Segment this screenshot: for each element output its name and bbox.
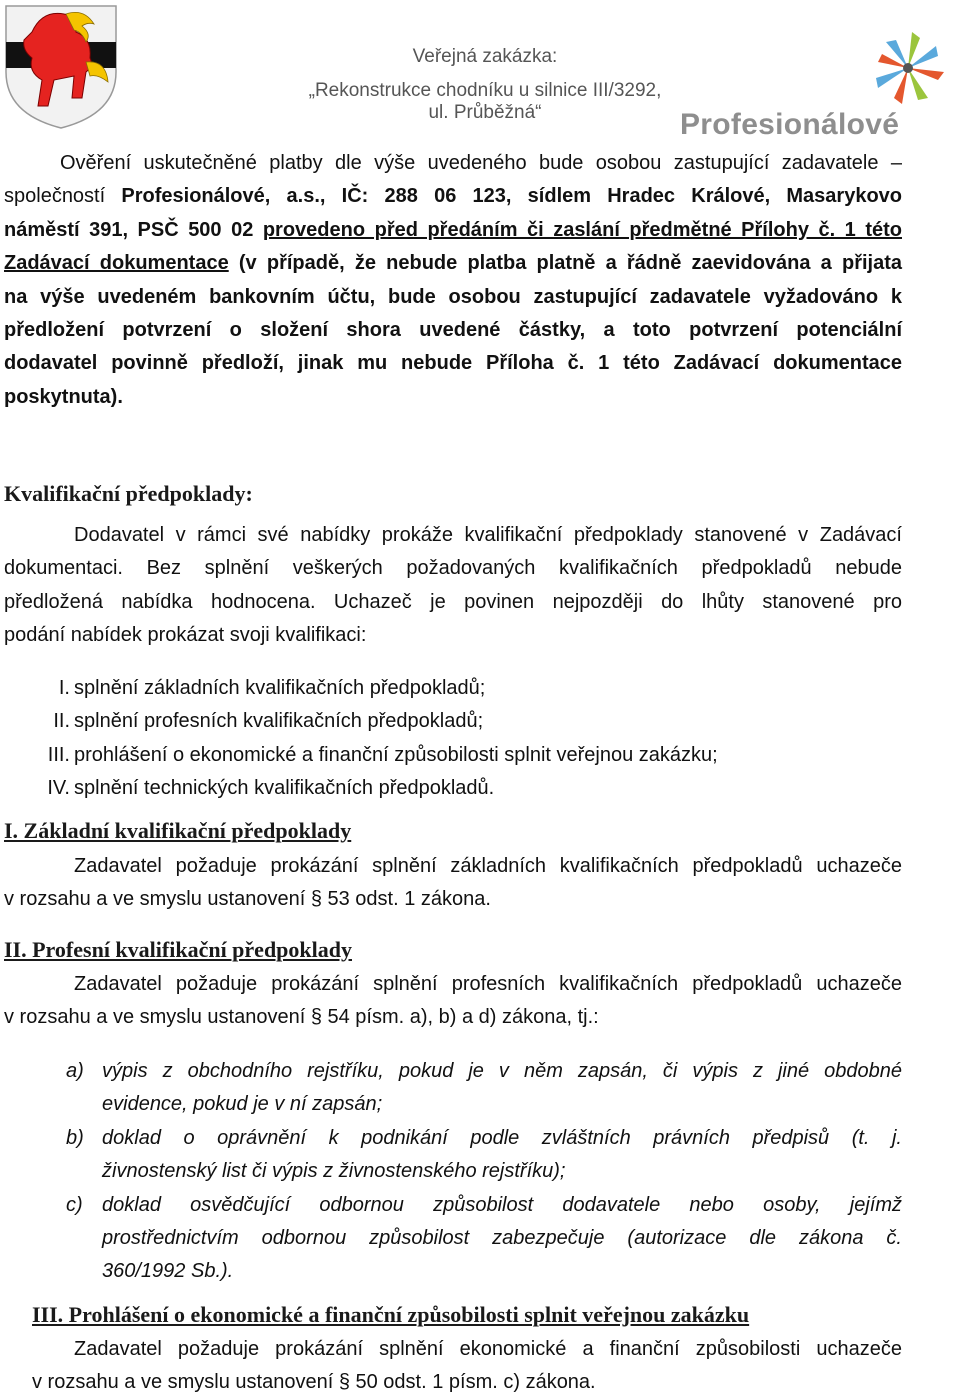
qualifications-paragraph [4,519,902,653]
section-economic-heading: III. Prohlášení o ekonomické a finanční způsobilosti splnit veřejnou zakázku [32,1302,750,1327]
list-item-text: splnění základních kvalifikačních předpokladů; [74,677,486,699]
qualifications-list [4,672,902,806]
section-economic-paragraph [32,1333,902,1400]
list-item [4,672,902,705]
list-item [4,739,902,772]
profesionalove-logo-text: Profesionálové [680,108,900,141]
list-item [66,1122,902,1189]
list-item-line: výpis z obchodního rejstříku, pokud je v něm zapsán, či výpis z jiné obdobné [102,1060,902,1082]
paragraph-line: Zadavatel požaduje prokázání splnění profesních kvalifikačních předpokladů uchazeče [74,973,902,995]
paragraph-line: podání nabídek prokázat svoji kvalifikaci: [4,624,367,647]
paragraph-line: Dodavatel v rámci své nabídky prokáže kvalifikační předpoklady stanovené v Zadávací [74,524,902,546]
list-item-line: doklad osvědčující odbornou způsobilost dodavatele nebo osoby, jejímž [102,1193,902,1216]
section-professional-paragraph [4,968,902,1035]
paragraph-line: v rozsahu a ve smyslu ustanovení § 50 odst. 1 písm. c) zákona. [32,1371,596,1394]
paragraph-line: v rozsahu a ve smyslu ustanovení § 53 odst. 1 zákona. [4,888,491,911]
list-item-number: III. [47,743,70,766]
list-item-line: evidence, pokud je v ní zapsán; [102,1093,383,1116]
paragraph-line: náměstí 391, PSČ 500 02 provedeno před předáním či zaslání předmětné Přílohy č. 1 této [4,218,902,241]
list-item-line: 360/1992 Sb.). [102,1260,234,1283]
qualifications-heading: Kvalifikační předpoklady: [4,481,253,506]
header-contract-label: Veřejná zakázka: [412,46,558,67]
section-professional-heading: II. Profesní kvalifikační předpoklady [4,937,352,962]
professional-requirements-list [66,1055,902,1289]
list-item-text: prohlášení o ekonomické a finanční způsobilosti splnit veřejnou zakázku; [74,743,718,766]
list-item-number: I. [58,677,70,699]
list-item-letter: c) [66,1193,83,1216]
paragraph-line: předložená nabídka hodnocena. Uchazeč je povinen nejpozději do lhůty stanovené pro [4,590,902,613]
list-item-letter: b) [66,1126,84,1149]
list-item [4,705,902,738]
list-item [66,1189,902,1289]
paragraph-line: předložení potvrzení o složení shora uvedené částky, a toto potvrzení potenciální [4,318,902,341]
city-crest-logo [2,2,120,130]
list-item-line: prostřednictvím odbornou způsobilost zabezpečuje (autorizace dle zákona č. [102,1227,902,1250]
section-basic-heading: I. Základní kvalifikační předpoklady [4,818,352,843]
list-item-line: živnostenský list či výpis z živnostenského rejstříku); [102,1160,566,1183]
list-item-line: doklad o oprávnění k podnikání podle zvláštních právních předpisů (t. j. [102,1126,902,1149]
paragraph-line: Ověření uskutečněné platby dle výše uvedeného bude osobou zastupující zadavatele – [60,152,902,174]
header-contract-name: „Rekonstrukce chodníku u silnice III/3292, ul. Průběžná“ [308,80,662,123]
paragraph-line: dokumentaci. Bez splnění veškerých požadovaných kvalifikačních předpokladů nebude [4,557,902,580]
payment-verification-paragraph [4,147,902,414]
list-item [66,1055,902,1122]
list-item-number: II. [53,710,70,733]
list-item-letter: a) [66,1060,84,1082]
list-item-number: IV. [47,777,70,800]
paragraph-line: Zadavatel požaduje prokázání splnění základních kvalifikačních předpokladů uchazeče [74,855,902,877]
paragraph-line: společností Profesionálové, a.s., IČ: 288 06 123, sídlem Hradec Králové, Masarykovo [4,185,903,208]
paragraph-line: poskytnuta). [4,385,123,408]
list-item [4,772,902,805]
paragraph-line: v rozsahu a ve smyslu ustanovení § 54 písm. a), b) a d) zákona, tj.: [4,1006,599,1029]
list-item-text: splnění profesních kvalifikačních předpokladů; [74,710,484,733]
list-item-text: splnění technických kvalifikačních předpokladů. [74,777,495,800]
paragraph-line: dodavatel povinně předloží, jinak mu nebude Příloha č. 1 této Zadávací dokumentace [4,352,902,375]
paragraph-line: Zadavatel požaduje prokázání splnění ekonomické a finanční způsobilosti uchazeče [74,1338,902,1360]
paragraph-line: na výše uvedeném bankovním účtu, bude osobou zastupující zadavatele vyžadováno k [4,285,902,308]
paragraph-line: Zadávací dokumentace (v případě, že nebude platba platně a řádně zaevidována a přijata [4,252,902,275]
section-basic-paragraph [4,850,902,917]
